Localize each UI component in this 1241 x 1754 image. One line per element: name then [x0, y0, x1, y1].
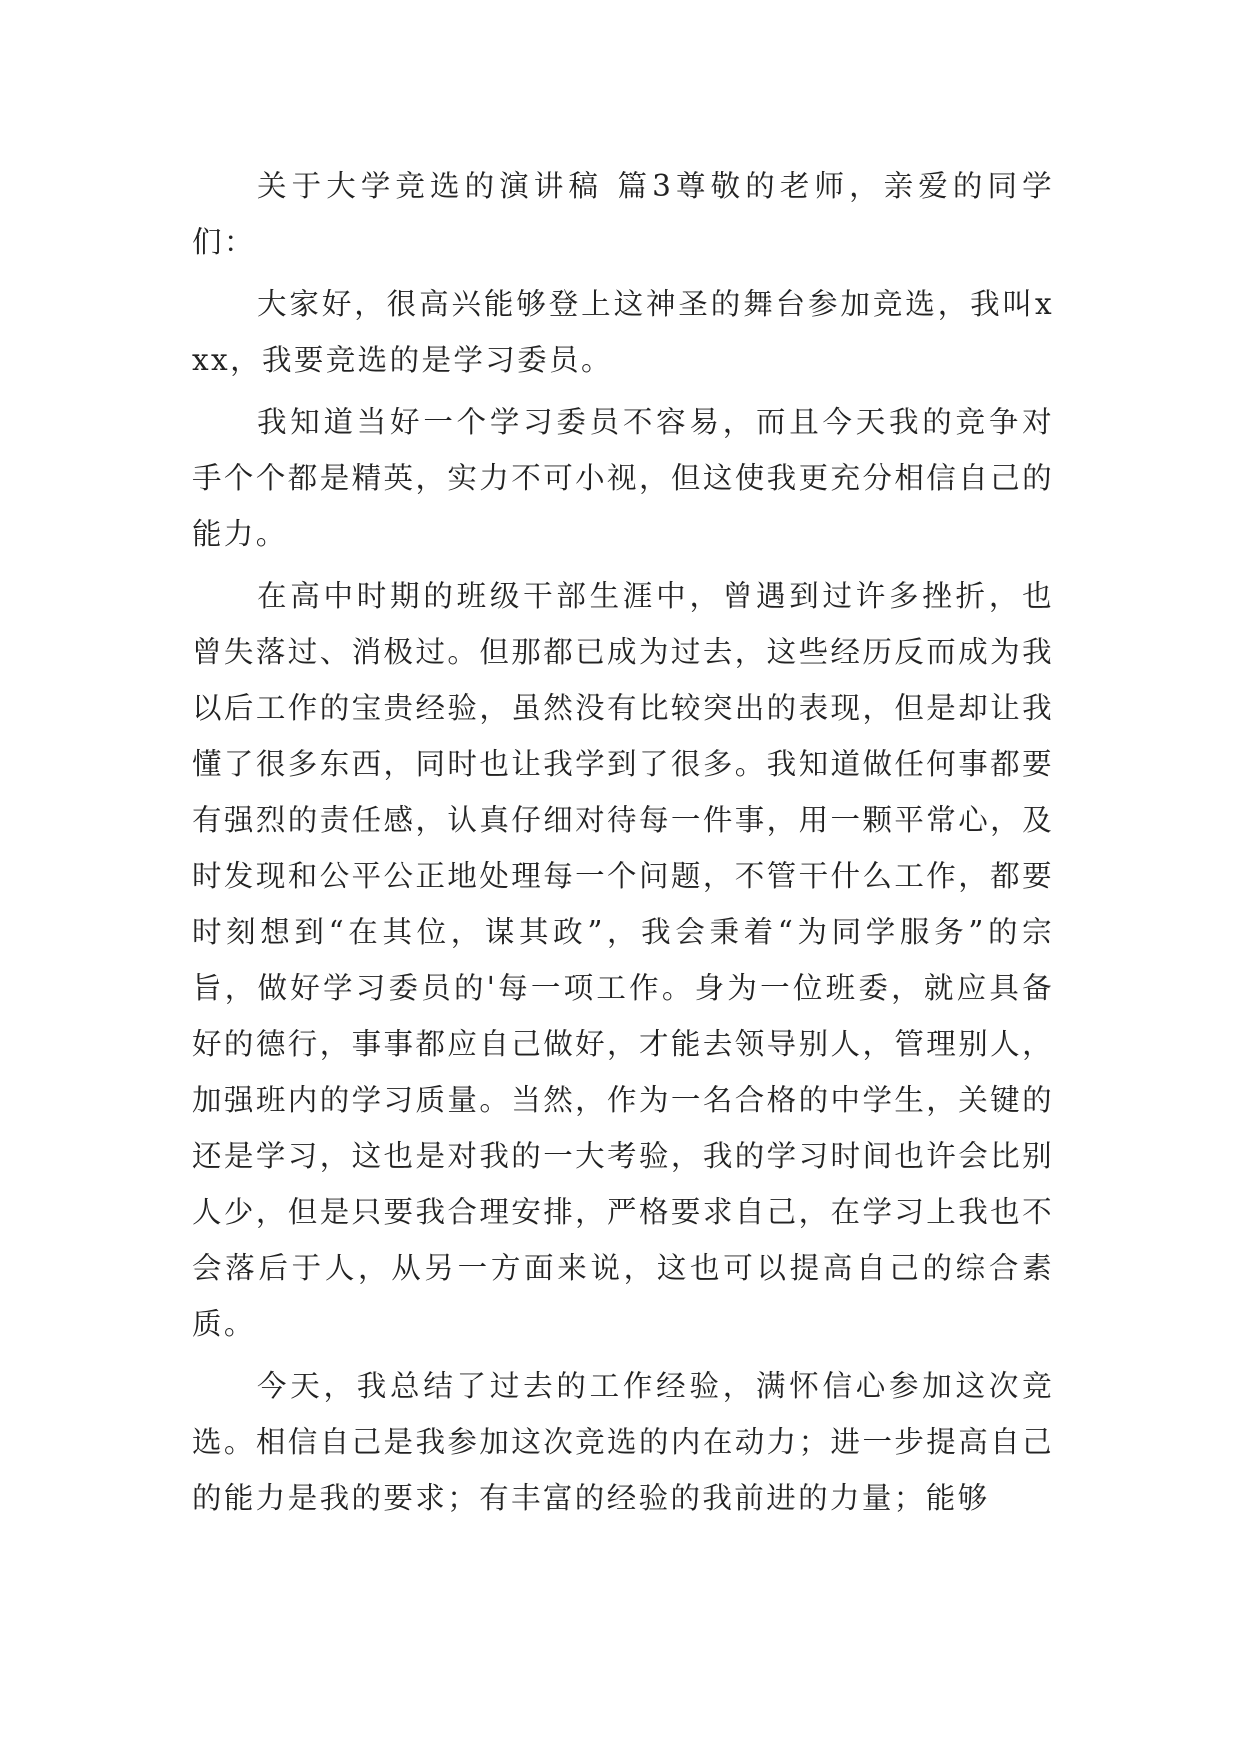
paragraph-conclusion: 今天，我总结了过去的工作经验，满怀信心参加这次竞选。相信自己是我参加这次竞选的内在动力；进一步提高自己的能力是我的要求；有丰富的经验的我前进的力量；能够: [192, 1369, 1054, 1515]
paragraph-title-greeting: 关于大学竞选的演讲稿 篇3尊敬的老师，亲爱的同学们：: [192, 169, 1054, 259]
paragraph-confidence: 我知道当好一个学习委员不容易，而且今天我的竞争对手个个都是精英，实力不可小视，但这使我更充分相信自己的能力。: [192, 405, 1054, 551]
document-body: [192, 158, 1054, 1532]
paragraph-experience: 在高中时期的班级干部生涯中，曾遇到过许多挫折，也曾失落过、消极过。但那都已成为过去，这些经历反而成为我以后工作的宝贵经验，虽然没有比较突出的表现，但是却让我懂了很多东西，同时也让我学到了很多。我知道做任何事都要有强烈的责任感，认真仔细对待每一件事，用一颗平常心，及时发现和公平公正地处理每一个问题，不管干什么工作，都要时刻想到“在其位，谋其政”，我会秉着“为同学服务”的宗旨，做好学习委员的'每一项工作。身为一位班委，就应具备好的德行，事事都应自己做好，才能去领导别人，管理别人，加强班内的学习质量。当然，作为一名合格的中学生，关键的还是学习，这也是对我的一大考验，我的学习时间也许会比别人少，但是只要我合理安排，严格要求自己，在学习上我也不会落后于人，从另一方面来说，这也可以提高自己的综合素质。: [192, 579, 1054, 1341]
paragraph-introduction: 大家好，很高兴能够登上这神圣的舞台参加竞选，我叫xxx，我要竞选的是学习委员。: [192, 287, 1054, 377]
